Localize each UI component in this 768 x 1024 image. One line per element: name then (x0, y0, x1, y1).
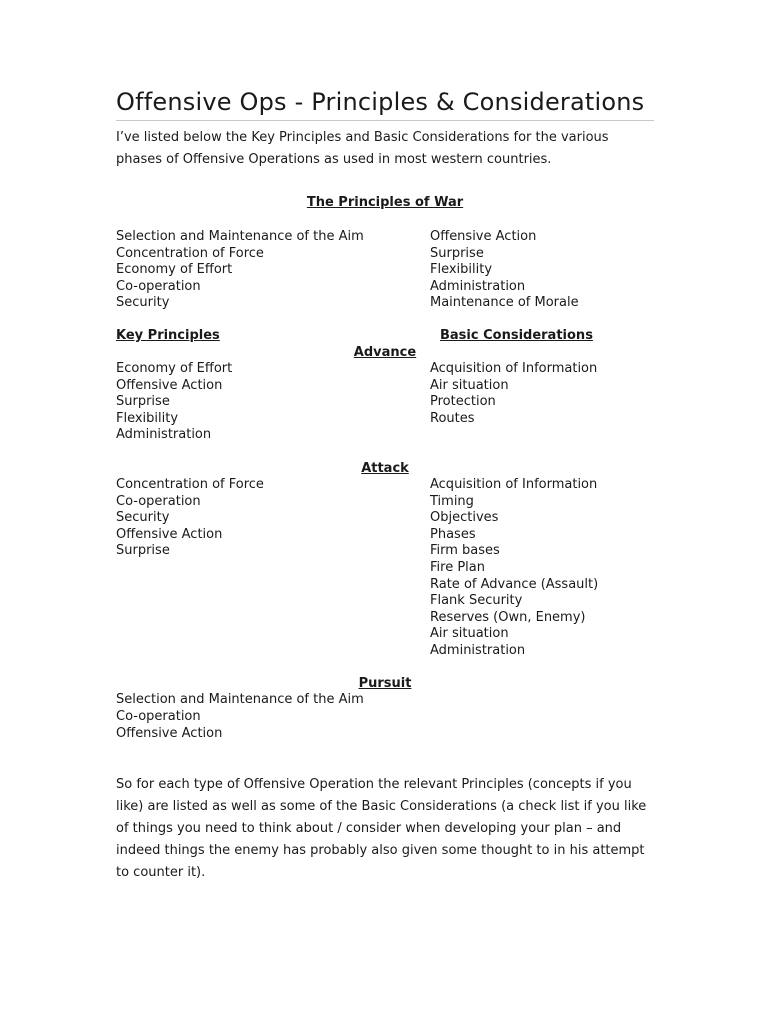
principles-left-column (116, 229, 430, 312)
list-item: Selection and Maintenance of the Aim (116, 692, 364, 708)
list-item: Offensive Action (116, 377, 223, 393)
list-item: Co-operation (116, 493, 201, 509)
list-item: Economy of Effort (116, 262, 233, 278)
advance-principles-column (116, 361, 430, 444)
list-item: Offensive Action (116, 725, 223, 741)
advance-considerations-column (430, 361, 654, 444)
advance-list (116, 361, 654, 444)
list-item: Offensive Action (430, 229, 537, 244)
list-item: Air situation (430, 626, 509, 642)
list-item: Surprise (116, 543, 170, 559)
list-item: Administration (430, 278, 526, 294)
pursuit-list (116, 692, 654, 742)
pursuit-principles-column (116, 692, 430, 742)
list-item: Security (116, 295, 170, 311)
list-item: Acquisition of Information (430, 360, 598, 376)
page-title: Offensive Ops - Principles & Considerations (116, 88, 654, 121)
list-item: Concentration of Force (116, 245, 264, 261)
attack-list (116, 477, 654, 660)
list-item: Surprise (116, 394, 170, 410)
principles-of-war-heading: The Principles of War (306, 195, 464, 210)
list-item: Firm bases (430, 543, 500, 559)
list-item: Fire Plan (430, 559, 485, 575)
list-item: Surprise (430, 245, 484, 261)
document-page (116, 88, 654, 884)
list-item: Timing (430, 493, 474, 509)
list-item: Selection and Maintenance of the Aim (116, 229, 364, 244)
attack-heading: Attack (361, 460, 409, 476)
list-item: Co-operation (116, 278, 201, 294)
list-item: Objectives (430, 510, 499, 526)
pursuit-heading: Pursuit (358, 676, 412, 692)
key-principles-heading: Key Principles (116, 327, 220, 343)
list-item: Economy of Effort (116, 360, 233, 376)
list-item: Administration (116, 427, 212, 443)
list-item: Administration (430, 642, 526, 658)
principles-right-column (430, 229, 654, 312)
list-item: Security (116, 510, 170, 526)
list-item: Maintenance of Morale (430, 295, 579, 311)
list-item: Concentration of Force (116, 476, 264, 492)
principles-of-war-list (116, 229, 654, 312)
closing-paragraph: So for each type of Offensive Operation the relevant Principles (concepts if you like) are listed as well as some of the Basic Considerations (a check list if you like of things you need to think about / consider when developing your plan – and indeed things the enemy has probably also given some thought to in his attempt to counter it). (116, 777, 647, 881)
advance-heading: Advance (353, 344, 417, 360)
attack-principles-column (116, 477, 430, 660)
list-item: Flexibility (430, 262, 493, 278)
list-item: Co-operation (116, 709, 201, 725)
attack-considerations-column (430, 477, 654, 660)
column-headings (116, 328, 654, 344)
list-item: Flank Security (430, 593, 523, 609)
list-item: Acquisition of Information (430, 476, 598, 492)
list-item: Protection (430, 394, 496, 410)
list-item: Air situation (430, 377, 509, 393)
basic-considerations-heading: Basic Considerations (440, 327, 593, 343)
list-item: Phases (430, 526, 476, 542)
intro-paragraph: I’ve listed below the Key Principles and Basic Considerations for the various phases of Offensive Operations as used in most western countries. (116, 130, 609, 167)
list-item: Routes (430, 410, 475, 426)
list-item: Offensive Action (116, 526, 223, 542)
list-item: Flexibility (116, 410, 179, 426)
list-item: Reserves (Own, Enemy) (430, 609, 586, 625)
list-item: Rate of Advance (Assault) (430, 576, 599, 592)
